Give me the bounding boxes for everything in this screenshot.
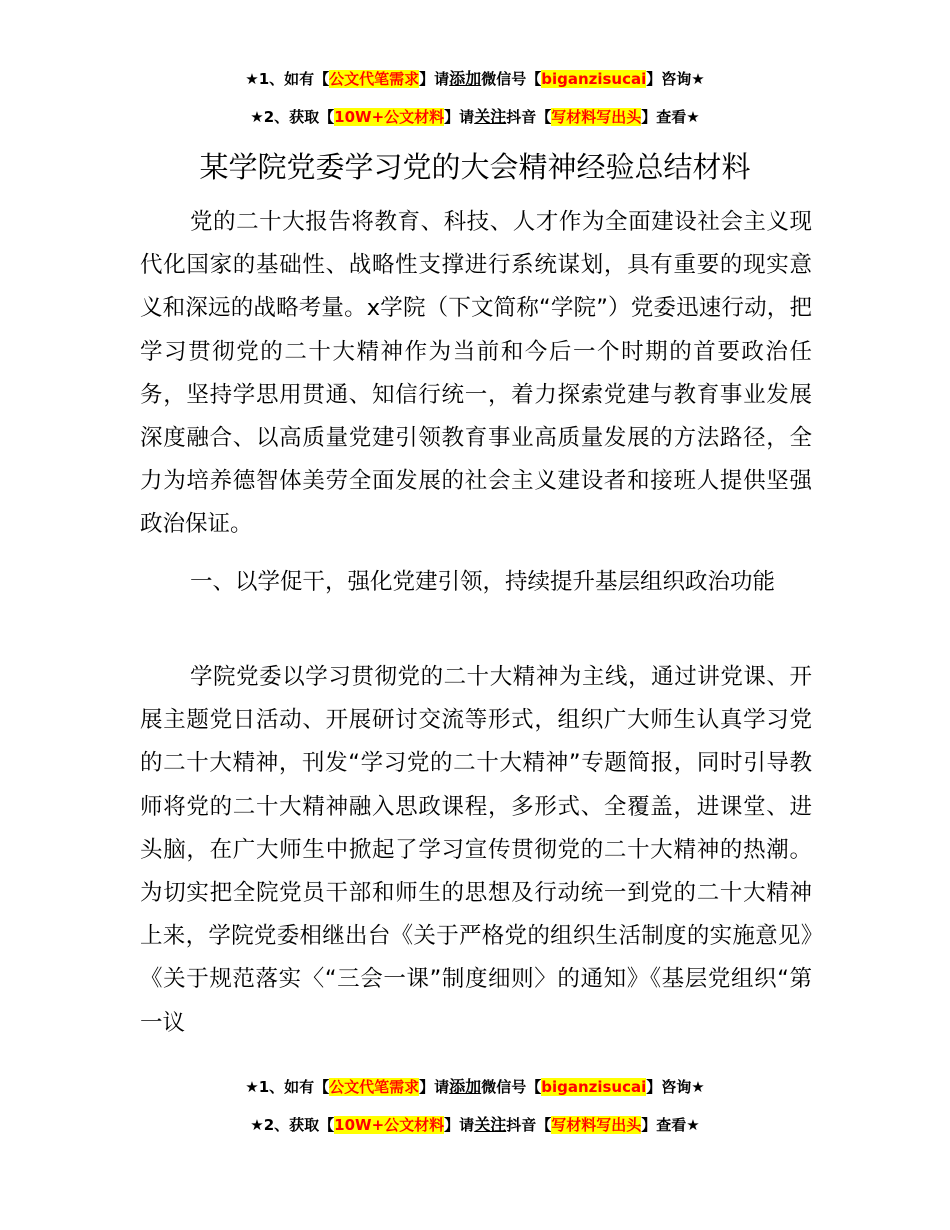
star-icon: ★ <box>245 1078 259 1096</box>
ad-highlight-materials: 10W+公文材料 <box>334 108 445 126</box>
ad-text: 2、获取【 <box>263 108 335 126</box>
ad-highlight-wechat-id: biganzisucai <box>541 1078 647 1096</box>
ad-text: 2、获取【 <box>263 1116 335 1134</box>
star-icon: ★ <box>691 70 705 88</box>
ad-text: 抖音【 <box>506 1116 552 1134</box>
star-icon: ★ <box>691 1078 705 1096</box>
ad-highlight-douyin-account: 写材料写出头 <box>551 108 642 126</box>
ad-emphasis-follow: 关注 <box>474 1115 507 1134</box>
ad-text: 】请 <box>419 70 450 88</box>
ad-emphasis-add: 添加 <box>449 69 482 88</box>
paragraph-intro: 党的二十大报告将教育、科技、人才作为全面建设社会主义现代化国家的基础性、战略性支撑进行系统谋划，具有重要的现实意义和深远的战略考量。x学院（下文简称“学院”）党委迅速行动，把学习贯彻党的二十大精神作为当前和今后一个时期的首要政治任务，坚持学思用贯通、知信行统一，着力探索党建与教育事业发展深度融合、以高质量党建引领教育事业高质量发展的方法路径，全力为培养德智体美劳全面发展的社会主义建设者和接班人提供坚强政治保证。 <box>140 209 812 538</box>
ad-text: 】请 <box>419 1078 450 1096</box>
ad-text: 1、如有【 <box>258 70 330 88</box>
ad-highlight-service: 公文代笔需求 <box>329 70 420 88</box>
top-ad-line-1 <box>0 68 950 90</box>
paragraph-section-1: 学院党委以学习贯彻党的二十大精神为主线，通过讲党课、开展主题党日活动、开展研讨交流等形式，组织广大师生认真学习党的二十大精神，刊发“学习党的二十大精神”专题简报，同时引导教师将党的二十大精神融入思政课程，多形式、全覆盖，进课堂、进头脑，在广大师生中掀起了学习宣传贯彻党的二十大精神的热潮。为切实把全院党员干部和师生的思想及行动统一到党的二十大精神上来，学院党委相继出台《关于严格党的组织生活制度的实施意见》《关于规范落实〈“三会一课”制度细则〉的通知》《基层党组织“第一议 <box>140 664 812 1036</box>
section-heading-1: 一、以学促干，强化党建引领，持续提升基层组织政治功能 <box>190 569 776 595</box>
ad-emphasis-add: 添加 <box>449 1077 482 1096</box>
ad-text: 抖音【 <box>506 108 552 126</box>
ad-highlight-wechat-id: biganzisucai <box>541 70 647 88</box>
ad-text: 】查看 <box>641 1116 687 1134</box>
ad-text: 微信号【 <box>481 1078 542 1096</box>
ad-text: 】请 <box>444 108 475 126</box>
ad-text: 】查看 <box>641 108 687 126</box>
ad-text: 微信号【 <box>481 70 542 88</box>
ad-emphasis-follow: 关注 <box>474 107 507 126</box>
ad-highlight-materials: 10W+公文材料 <box>334 1116 445 1134</box>
star-icon: ★ <box>245 70 259 88</box>
document-title: 某学院党委学习党的大会精神经验总结材料 <box>199 150 751 184</box>
top-ad-line-2 <box>0 106 950 128</box>
ad-text: 】咨询 <box>646 70 692 88</box>
star-icon: ★ <box>250 108 264 126</box>
star-icon: ★ <box>686 108 700 126</box>
bottom-ad-line-1 <box>0 1076 950 1098</box>
ad-text: 1、如有【 <box>258 1078 330 1096</box>
ad-text: 】请 <box>444 1116 475 1134</box>
ad-highlight-service: 公文代笔需求 <box>329 1078 420 1096</box>
ad-text: 】咨询 <box>646 1078 692 1096</box>
bottom-ad-line-2 <box>0 1114 950 1136</box>
star-icon: ★ <box>250 1116 264 1134</box>
ad-highlight-douyin-account: 写材料写出头 <box>551 1116 642 1134</box>
star-icon: ★ <box>686 1116 700 1134</box>
